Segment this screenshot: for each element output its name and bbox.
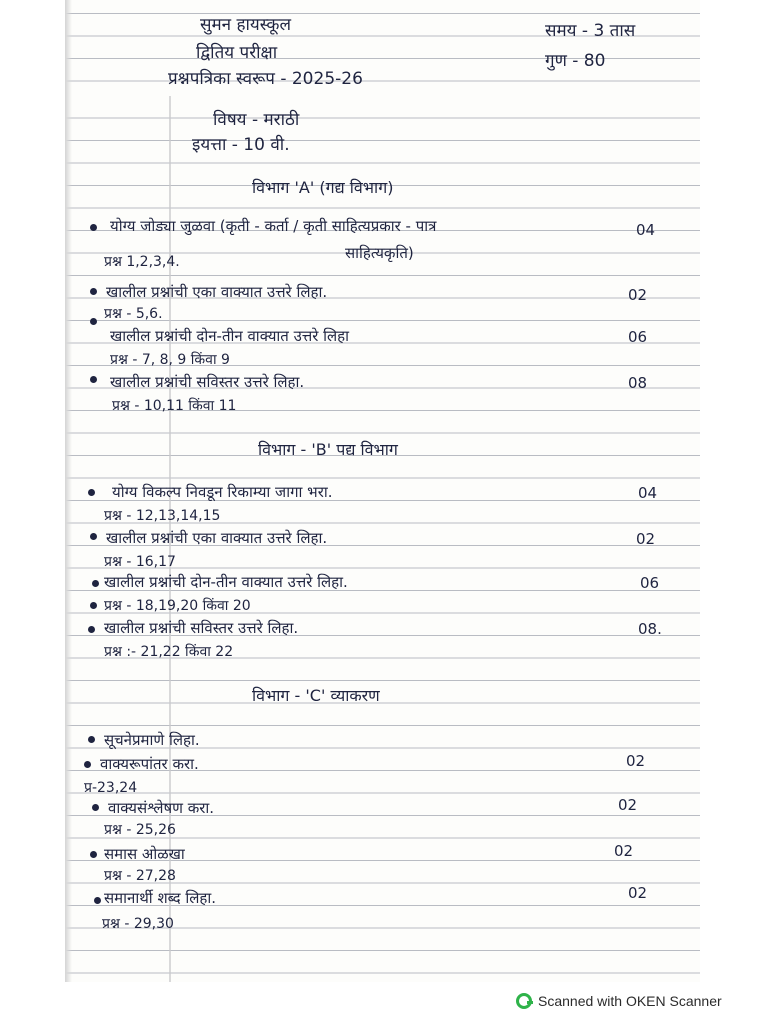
bullet	[94, 897, 101, 904]
question-text: समास ओळखा	[104, 845, 185, 863]
subject: विषय - मराठी	[213, 110, 300, 130]
question-numbers: प्रश्न - 12,13,14,15	[104, 508, 221, 524]
bullet	[90, 602, 97, 609]
question-text: खालील प्रश्नांची दोन-तीन वाक्यात उत्तरे लिहा.	[104, 573, 348, 591]
question-text: योग्य विकल्प निवडून रिकाम्या जागा भरा.	[112, 483, 333, 501]
marks: 02	[626, 752, 646, 770]
bullet	[90, 318, 97, 325]
question-numbers: प्रश्न - 7, 8, 9 किंवा 9	[110, 352, 230, 368]
bullet	[90, 533, 97, 540]
section-c-title: विभाग - 'C' व्याकरण	[252, 686, 380, 705]
bullet	[88, 626, 95, 633]
marks: 02	[636, 530, 656, 548]
section-b-title: विभाग - 'B' पद्य विभाग	[258, 440, 398, 459]
bullet	[92, 580, 99, 587]
marks: 02	[628, 286, 648, 304]
question-numbers: प्रश्न - 10,11 किंवा 11	[112, 398, 237, 414]
marks: 04	[638, 484, 658, 502]
bullet	[90, 288, 97, 295]
marks: 04	[636, 221, 656, 239]
question-numbers: प्रश्न - 18,19,20 किंवा 20	[104, 598, 251, 614]
bullet	[90, 851, 97, 858]
marks: 08	[628, 374, 648, 392]
exam-name: द्वितिय परीक्षा	[196, 43, 278, 63]
question-text: खालील प्रश्नांची एका वाक्यात उत्तरे लिहा.	[106, 283, 328, 301]
marks: 02	[628, 884, 648, 902]
exam-time: समय - 3 तास	[545, 21, 636, 41]
question-text: वाक्यसंश्लेषण करा.	[108, 799, 215, 817]
bullet	[88, 489, 95, 496]
question-numbers: प्रश्न 1,2,3,4.	[104, 254, 180, 270]
marks: 06	[640, 574, 660, 592]
school-name: सुमन हायस्कूल	[200, 15, 291, 35]
question-numbers: प्रश्न - 29,30	[102, 916, 174, 932]
question-numbers: प्र-23,24	[84, 780, 138, 796]
question-text: सूचनेप्रमाणे लिहा.	[104, 731, 200, 749]
question-text: खालील प्रश्नांची एका वाक्यात उत्तरे लिहा.	[106, 529, 328, 547]
marks: 02	[614, 842, 634, 860]
section-a-title: विभाग 'A' (गद्य विभाग)	[252, 178, 394, 197]
scanner-text: Scanned with OKEN Scanner	[538, 993, 722, 1009]
standard: इयत्ता - 10 वी.	[192, 135, 290, 155]
question-numbers: प्रश्न - 16,17	[104, 554, 176, 570]
question-text: योग्य जोड्या जुळवा (कृती - कर्ता / कृती साहित्यप्रकार - पात्र	[110, 217, 437, 235]
question-text: खालील प्रश्नांची सविस्तर उत्तरे लिहा.	[104, 619, 299, 637]
question-numbers: प्रश्न - 5,6.	[104, 306, 163, 322]
marks: 02	[618, 796, 638, 814]
question-numbers: प्रश्न :- 21,22 किंवा 22	[104, 644, 234, 660]
bullet	[88, 736, 95, 743]
bullet	[84, 761, 91, 768]
bullet	[90, 376, 97, 383]
bullet	[90, 224, 97, 231]
marks: 08.	[638, 620, 662, 638]
question-text: वाक्यरूपांतर करा.	[100, 755, 199, 773]
question-numbers: प्रश्न - 25,26	[104, 822, 176, 838]
bullet	[92, 804, 99, 811]
scanner-watermark	[516, 990, 722, 1012]
total-marks: गुण - 80	[545, 51, 606, 71]
marks: 06	[628, 328, 648, 346]
question-numbers: प्रश्न - 27,28	[104, 868, 176, 884]
question-text: खालील प्रश्नांची सविस्तर उत्तरे लिहा.	[110, 373, 305, 391]
scanner-logo-icon	[516, 993, 532, 1009]
question-text-cont: साहित्यकृति)	[345, 244, 414, 262]
question-text: समानार्थी शब्द लिहा.	[104, 889, 217, 907]
paper-format: प्रश्नपत्रिका स्वरूप - 2025-26	[168, 69, 363, 89]
question-text: खालील प्रश्नांची दोन-तीन वाक्यात उत्तरे लिहा	[110, 327, 350, 345]
